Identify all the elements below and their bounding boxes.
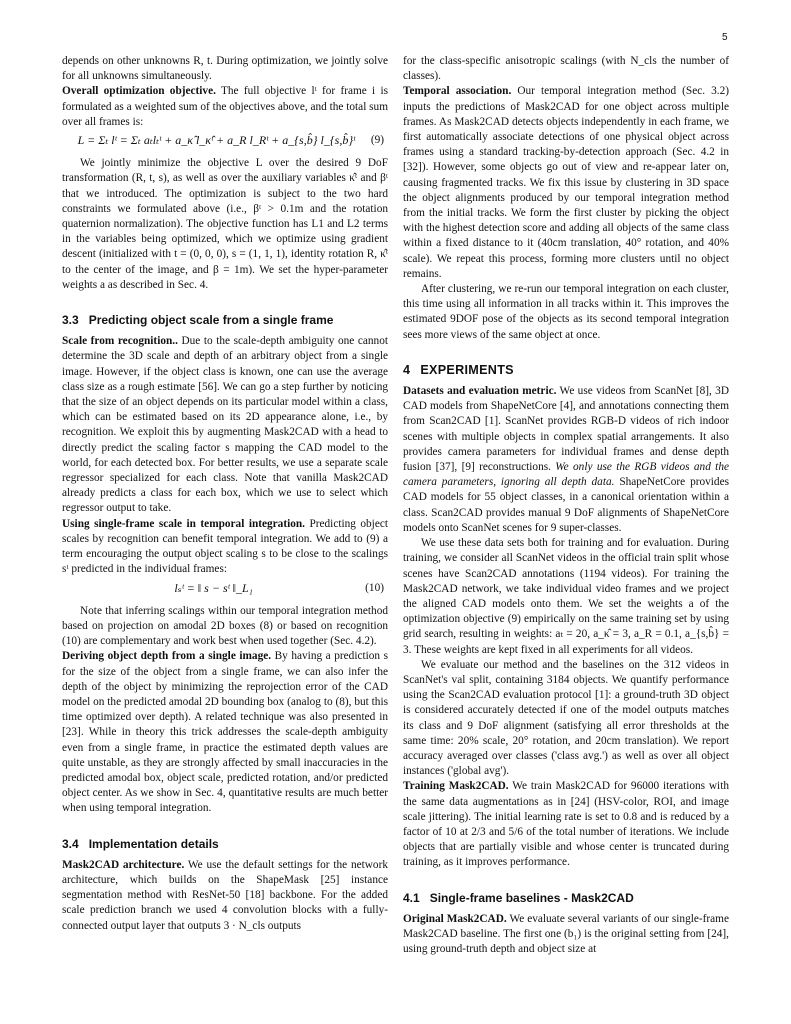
paragraph-mask2cad-architecture [62,858,388,934]
run-in-heading: Datasets and evaluation metric. [403,385,557,398]
run-in-heading: Mask2CAD architecture. [62,858,185,871]
paragraph-datasets [403,384,729,536]
paragraph: depends on other unknowns R, t. During optimization, we jointly solve for all unknowns simultaneously. [62,55,388,83]
run-in-heading: Temporal association. [403,85,512,98]
emphasis-text: We only use the RGB videos and the camera parameters, ignoring all depth data. [403,461,729,489]
section-number: 3.3 [62,313,79,328]
paragraph-temporal-association [403,84,729,282]
paragraph: We jointly minimize the objective L over the desired 9 DoF transformation (R, t, s), as well as over the auxiliary variables κ̂ᵗ and βᵗ that we introduced. The optimization is subject to the two hard constraints we formulated above (i.e., βᵗ > 0.1m and the rotation quaternion normalization). The objective function has L1 and L2 terms in the variables being optimized, which we optimize using gradient descent (initialized with t = (0, 0, 0), s = (1, 1, 1), identity rotation R, κ̂ᵗ to the center of the image, and β = 1m). We set the hyper-parameter weights a as described in Sec. 4. [62,157,388,291]
run-in-heading: Scale from recognition.. [62,335,178,348]
paragraph: Note that inferring scalings within our temporal integration method based on projection on amodal 2D boxes (8) or based on recognition (10) are complementary and work best when used together (Sec. 4.2). [62,604,388,648]
section-title: Predicting object scale from a single frame [88,313,334,328]
run-in-heading: Deriving object depth from a single image. [62,650,272,663]
paragraph-text: We use the default settings for the network architecture, which builds on the ShapeMask [25] instance segmentation method with ResNet-50 [18] backbone. For the added scale prediction branch we used 4 convolution blocks with a fully-connected output layer that outputs 3 · N_cls outputs [62,858,388,932]
paragraph: We use these data sets both for training and for evaluation. During training, we consider all ScanNet videos in the official train split whose scenes have Scan2CAD annotations (1194 videos). For training the Mask2CAD network, we take individual video frames and we project the aligned CAD models onto them. We set the weights a of the optimization objective (9) empirically on the same training set by using grid search, resulting in weights: aₜ = 20, a_κ̂ = 3, a_R = 0.1, a_{s,b̂} = 3. These weights are kept fixed in all experiments for all videos. [403,537,729,656]
paragraph-text: We use videos from ScanNet [8], 3D CAD models from ShapeNetCore [4], and annotations connecting them from Scan2CAD [1]. ScanNet provides RGB-D videos of rich indoor scenes with multiple objects in complex spatial arrangements. It also provides camera parameters for individual frames and dense depth fusion [37], [9] reconstructions. [403,385,729,474]
paragraph: After clustering, we re-run our temporal integration on each cluster, this time using all information in all tracks within it. This improves the estimated 9DOF pose of the objects as its second temporal integration sees more views of the same object at once. [403,283,729,341]
section-number: 4.1 [403,890,420,905]
paragraph-single-frame-scale [62,517,388,578]
equation-9 [62,133,388,148]
equation-number: (10) [365,581,384,594]
section-number: 3.4 [62,836,79,851]
equation-body: L = Σₜ lᵗ = Σₜ aₜlₜᵗ + a_κ̂ l_κ̂ᵗ + a_R l_Rᵗ + a_{s,b̂} l_{s,b̂}ᵗ [77,133,356,148]
section-heading-4 [403,363,729,378]
paragraph: We evaluate our method and the baselines on the 312 videos in ScanNet's val split, containing 3184 objects. We quantify performance using the Scan2CAD evaluation protocol [1]: a ground-truth 3D object is considered accurately detected if one of the model outputs matches its class and 9 DoF alignment (satisfying all error thresholds at the same time: 20% scale, 20° rotation, and 20cm translation). We report accuracy averaged over classes ('class avg.') as well as over all object instances ('global avg'). [403,658,729,778]
section-heading-3-4 [62,837,388,852]
page-number: 5 [722,32,728,43]
paragraph-text: Our temporal integration method (Sec. 3.2) inputs the predictions of Mask2CAD for one object across multiple frames. As Mask2CAD detects objects independently in each frame, we first automatically associate detections of one physical object across frames using a standard tracking-by-detection approach (Sec. 4.2 in [32]). However, some objects go out of view and re-appear later on, causing fragmented tracks. We fix this issue by clustering in 3D space the object alignments produced by our temporal integration method from the initial tracks. We form the first cluster by picking the object with the highest detection score and adding all objects of the same class within a fixed distance to it (40cm translation, 40° rotation, and 40% scale). We repeat this process, forming more clusters until no object remains. [403,85,729,280]
paragraph-scale-recognition [62,334,388,516]
paragraph-object-depth [62,649,388,816]
equation-10 [62,581,388,596]
run-in-heading: Overall optimization objective. [62,85,216,98]
section-title: Implementation details [88,836,219,851]
paragraph-original-mask2cad [403,912,729,958]
section-heading-3-3 [62,313,388,328]
paragraph-text: Predicting object scales by recognition can benefit temporal integration. We add to (9) a term encouraging the output object scaling s to be close to the scalings sᵗ predicted in the individual frames: [62,517,388,576]
section-title: EXPERIMENTS [420,362,514,377]
equation-body: lₛᵗ = ‖ s − sᵗ ‖_L₁ [174,580,253,595]
paragraph-text: By having a prediction s for the size of the object from a single frame, we can also infer the depth of the object by minimizing the reprojection error of the CAD model on the predicted amodal 2D bounding box (analog to (8), but this time optimized over depth). A related technique was also presented in [23]. While in theory this trick addresses the scale-depth ambiguity even from a single frame, in practice the estimated depth values are quite unstable, as they are strongly affected by small inaccuracies in the predicted amodal box, object scale, predicted rotation, and/or predicted object center. As we show in Sec. 4, quantitative results are much better when using temporal integration. [62,650,388,815]
run-in-heading: Using single-frame scale in temporal integration. [62,517,305,530]
paragraph-text: We train Mask2CAD for 96000 iterations with the same data augmentations as in [24] (HSV-color, ROI, and image scale jittering). The initial learning rate is set to 0.8 and is reduced by a factor of 10 at 2/3 and 5/6 of the total number of iterations. We include objects that are partially visible and whose center is truncated during training, as it improves performance. [403,780,729,869]
run-in-heading: Training Mask2CAD. [403,780,509,793]
paragraph-overall-objective [62,84,388,130]
section-number: 4 [403,362,411,377]
paragraph-text: ShapeNetCore provides CAD models for 55 object classes, in a canonical orientation within a class. Scan2CAD provides manual 9 DoF alignments of ShapeNetCore models onto ScanNet scenes for 9 super-classes. [403,476,729,534]
paragraph-text: We evaluate several variants of our single-frame Mask2CAD baseline. The first one (b₁) is the original setting from [24], using ground-truth depth and object size at [403,912,729,956]
left-column [62,54,388,934]
paragraph: for the class-specific anisotropic scalings (with N_cls the number of classes). [403,55,729,83]
equation-number: (9) [370,134,384,147]
paragraph-text: Due to the scale-depth ambiguity one cannot determine the 3D scale and depth of an arbitrary object from a single image. However, if the object class is known, one can use the average class size as a rough estimate [56]. We can go a step further by noticing that the size of an object depends on its particular model within a class, which can be estimated based on its 2D appearance alone, i.e., by recognition. We exploit this by augmenting Mask2CAD with a head to directly predict the scaling factor s mapping the CAD model to the world, for each detected box. For better results, we use a separate scale regressor specialized for each class. Note that vanilla Mask2CAD already predicts a class for each box, which we use to select which regressor output to take. [62,335,388,515]
section-title: Single-frame baselines - Mask2CAD [429,890,634,905]
section-heading-4-1 [403,891,729,906]
paragraph-training-mask2cad [403,779,729,870]
paragraph-text: The full objective lᵗ for frame i is formulated as a weighted sum of the objectives above, and the total sum over all frames is: [62,85,389,128]
run-in-heading: Original Mask2CAD. [403,912,507,925]
right-column [403,54,729,957]
